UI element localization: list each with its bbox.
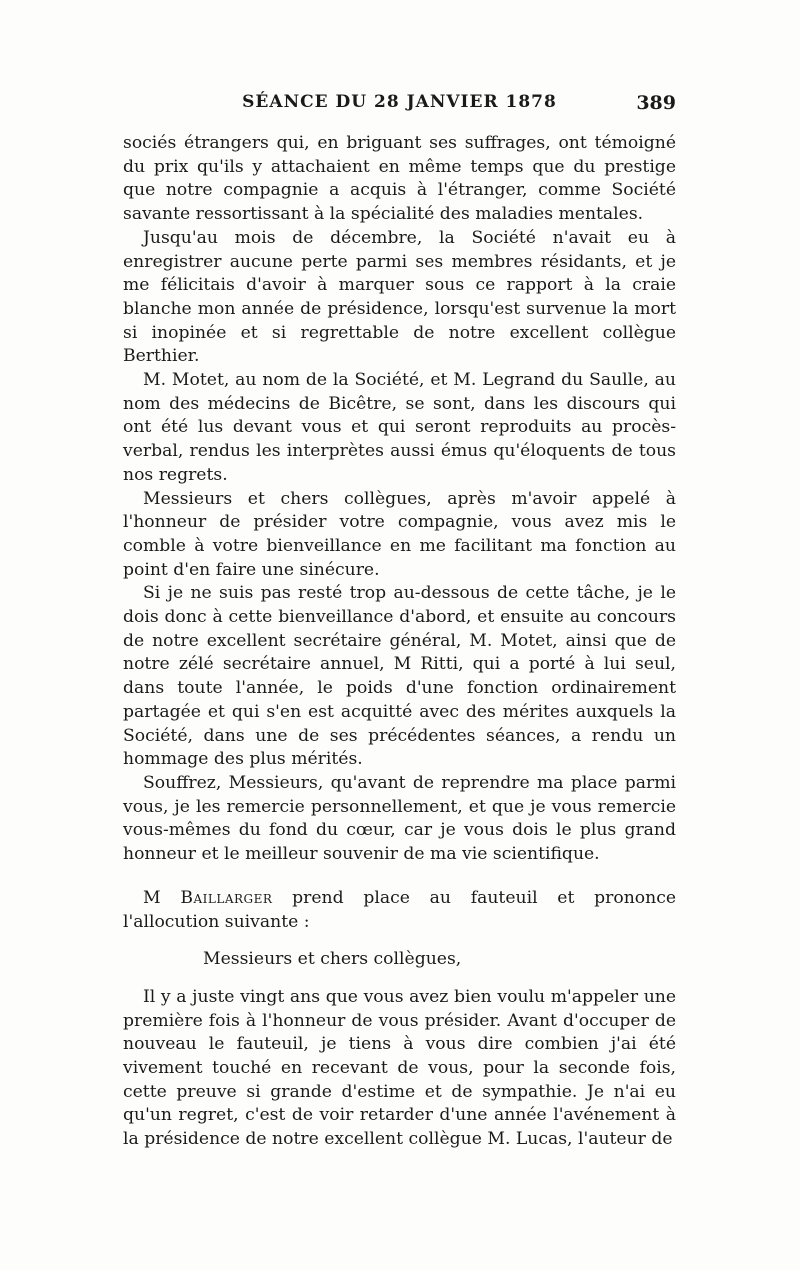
speaker-prefix: M (143, 887, 161, 908)
page-number: 389 (636, 92, 676, 114)
paragraph: Messieurs et chers collègues, après m'avoir appelé à l'honneur de présider votre compagnie, vous avez mis le comble à votre bienveillance en me facilitant ma fonction au point d'en faire une sinécure. (123, 488, 676, 580)
header-title: SÉANCE DU 28 JANVIER 1878 (242, 92, 557, 112)
paragraph: sociés étrangers qui, en briguant ses suffrages, ont témoigné du prix qu'ils y attachaient en même temps que du prestige que notre compagnie a acquis à l'étranger, comme Société savante ressortissant à la spécialité des maladies mentales. (123, 133, 676, 225)
paragraph: M. Motet, au nom de la Société, et M. Legrand du Saulle, au nom des médecins de Bicêtre, se sont, dans les discours qui ont été lus devant vous et qui seront reproduits au procès-verbal, rendus les interprètes aussi émus qu'éloquents de tous nos regrets. (123, 370, 676, 485)
body-text (123, 132, 676, 1152)
speaker-rest: prend place au fauteuil et prononce l'allocution suivante : (123, 887, 676, 932)
speaker-name: Baillarger (180, 887, 273, 908)
running-header (123, 92, 676, 122)
speaker-line (123, 887, 676, 934)
paragraph: Jusqu'au mois de décembre, la Société n'avait eu à enregistrer aucune perte parmi ses membres résidants, et je me félicitais d'avoir à marquer sous ce rapport à la craie blanche mon année de présidence, lorsqu'est survenue la mort si inopinée et si regrettable de notre excellent collègue Berthier. (123, 227, 676, 367)
paragraph: Souffrez, Messieurs, qu'avant de reprendre ma place parmi vous, je les remercie personnellement, et que je vous remercie vous-mêmes du fond du cœur, car je vous dois le plus grand honneur et le meilleur souvenir de ma vie scientifique. (123, 772, 676, 865)
paragraph: Si je ne suis pas resté trop au-dessous de cette tâche, je le dois donc à cette bienveillance d'abord, et ensuite au concours de notre excellent secrétaire général, M. Motet, ainsi que de notre zélé secrétaire annuel, M Ritti, qui a porté à lui seul, dans toute l'année, le poids d'une fonction ordinairement partagée et qui s'en est acquitté avec des mérites auxquels la Société, dans une de ses précédentes séances, a rendu un hommage des plus mérités. (123, 583, 676, 770)
speech-paragraph: Il y a juste vingt ans que vous avez bien voulu m'appeler une première fois à l'honneur de vous présider. Avant d'occuper de nouveau le fauteuil, je tiens à vous dire combien j'ai été vivement touché en recevant de vous, pour la seconde fois, cette preuve si grande d'estime et de sympathie. Je n'ai eu qu'un regret, c'est de voir retarder d'une année l'avénement à la présidence de notre excellent collègue M. Lucas, l'auteur de (123, 986, 676, 1150)
salutation: Messieurs et chers collègues, (203, 949, 462, 970)
